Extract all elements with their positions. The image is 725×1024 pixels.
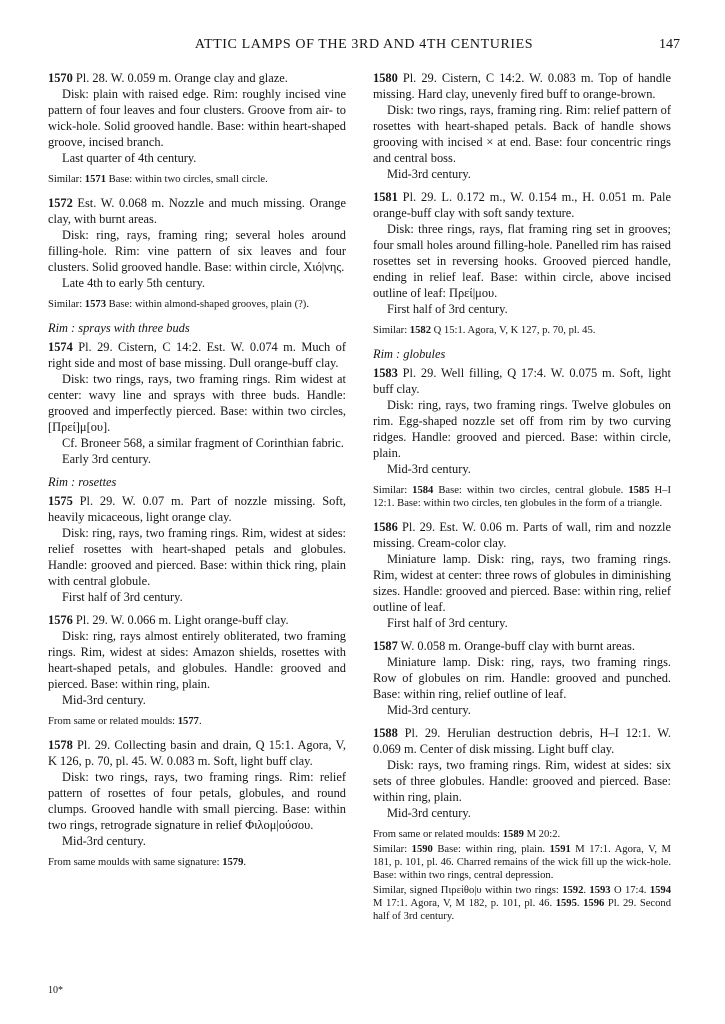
right-column [373, 70, 671, 932]
entry-description: Miniature lamp. Disk: ring, rays, two framing rings. Rim, widest at center: three rows of globules in diminishing sizes. Handle: grooved and pierced. Base: within ring, relief outline of leaf. [373, 552, 671, 614]
running-title: ATTIC LAMPS OF THE 3RD AND 4TH CENTURIES [194, 37, 534, 52]
signature-mark: 10* [48, 985, 63, 996]
left-column [48, 70, 346, 878]
entry-description: Disk: three rings, rays, flat framing ring set in grooves; four small holes around filling-hole. Panelled rim has raised rosettes set in reversing hooks. Grooved pierced handle, ending in relief leaf. Base: within circle, above incised outline of leaf: Πρεί|μου. [373, 222, 671, 300]
entry-date: Mid-3rd century. [387, 167, 471, 181]
catalogue-entry-1575 [48, 493, 346, 605]
entry-number: 1570 [48, 71, 73, 85]
entry-description: Disk: ring, rays almost entirely obliterated, two framing rings. Rim, widest at sides: Amazon shields, rosettes with heart-shaped petals, and globules. Handle: grooved and pierced. Base: within ring, plain. [48, 629, 346, 691]
mould-note: From same or related moulds: 1577. [48, 716, 202, 727]
catalogue-entry-1588 [373, 725, 671, 821]
entry-description: Disk: ring, rays, framing ring; several holes around filling-hole. Rim: vine pattern of six leaves and four clusters. Solid grooved handle. Base: within circle, Χιό|νης. [48, 228, 346, 274]
catalogue-entry-1572 [48, 195, 346, 291]
entry-number: 1580 [373, 71, 398, 85]
similar-note: Similar: 1571 Base: within two circles, small circle. [48, 174, 268, 185]
catalogue-entry-1587 [373, 638, 671, 718]
entry-number: 1586 [373, 520, 398, 534]
entry-heading: Pl. 29. W. 0.066 m. Light orange-buff clay. [72, 613, 289, 627]
entry-date: Mid-3rd century. [387, 806, 471, 820]
entry-description: Disk: ring, rays, two framing rings. Twelve globules on rim. Egg-shaped nozzle set off from rim by two curving ridges. Handle: grooved and pierced. Base: within circle, plain. [373, 398, 671, 460]
entry-date: Mid-3rd century. [62, 834, 146, 848]
entry-description: Disk: ring, rays, two framing rings. Rim, widest at sides: relief rosettes with heart-shaped petals and globules. Handle: grooved and pierced. Base: within thick ring, plain with central globule. [48, 526, 346, 588]
entry-description: Miniature lamp. Disk: ring, rays, two framing rings. Row of globules on rim. Handle: grooved and punched. Base: within ring, relief outline of leaf. [373, 655, 671, 701]
signed-similar-note: Similar, signed Πιρείθο|υ within two rings: 1592. 1593 O 17:4. 1594 M 17:1. Agora, V, M 182, p. 101, pl. 46. 1595. 1596 Pl. 29. Second half of 3rd century. [373, 885, 672, 922]
section-heading-rosettes: Rim : rosettes [48, 475, 117, 489]
entry-heading: Pl. 29. W. 0.07 m. Part of nozzle missing. Soft, heavily micaceous, light orange clay. [48, 494, 346, 524]
entry-heading: W. 0.058 m. Orange-buff clay with burnt areas. [397, 639, 635, 653]
entry-number: 1581 [373, 190, 398, 204]
similar-note: Similar: 1582 Q 15:1. Agora, V, K 127, p. 70, pl. 45. [373, 325, 596, 336]
similar-note: Similar: 1590 Base: within ring, plain. 1591 M 17:1. Agora, V, M 181, p. 101, pl. 46. Charred remains of the wick fill up the wick-hole. Base: within two rings, central depression. [373, 844, 671, 881]
entry-number: 1575 [48, 494, 73, 508]
entry-description: Disk: two rings, rays, two framing rings. Rim: relief pattern of rosettes of four petals, globules, and round clumps. Grooved handle with small piercing. Base: within two rings, retrograde signature in relief Φιλομ|ούσου. [48, 770, 346, 832]
catalogue-entry-1576 [48, 612, 346, 708]
entry-heading: Est. W. 0.068 m. Nozzle and much missing. Orange clay, with burnt areas. [48, 196, 346, 226]
similar-note: Similar: 1573 Base: within almond-shaped grooves, plain (?). [48, 299, 309, 310]
entry-heading: Pl. 29. Est. W. 0.06 m. Parts of wall, rim and nozzle missing. Cream-color clay. [373, 520, 671, 550]
entry-date: First half of 3rd century. [62, 590, 183, 604]
entry-comparison: Cf. Broneer 568, a similar fragment of Corinthian fabric. [62, 436, 344, 450]
entry-number: 1587 [373, 639, 398, 653]
entry-heading: Pl. 29. Cistern, C 14:2. W. 0.083 m. Top of handle missing. Hard clay, unevenly fired buff to orange-brown. [373, 71, 671, 101]
entry-number: 1588 [373, 726, 398, 740]
entry-number: 1583 [373, 366, 398, 380]
entry-date: Early 3rd century. [62, 452, 151, 466]
catalogue-entry-1581 [373, 189, 671, 317]
mould-note: From same moulds with same signature: 1579. [48, 857, 247, 868]
entry-number: 1576 [48, 613, 73, 627]
entry-description: Disk: rays, two framing rings. Rim, widest at sides: six sets of three globules. Handle: grooved and pierced. Base: within ring, plain. [373, 758, 671, 804]
entry-number: 1572 [48, 196, 73, 210]
entry-heading: Pl. 29. Collecting basin and drain, Q 15:1. Agora, V, K 126, p. 70, pl. 45. W. 0.083 m. Soft, light buff clay. [48, 738, 346, 768]
entry-date: First half of 3rd century. [387, 616, 508, 630]
page-number: 147 [659, 37, 680, 52]
similar-note: Similar: 1584 Base: within two circles, central globule. 1585 H–I 12:1. Base: within two circles, ten globules in the form of a triangle. [373, 485, 671, 509]
entry-heading: Pl. 29. Cistern, C 14:2. Est. W. 0.074 m. Much of right side and most of base missing. Dull orange-buff clay. [48, 340, 346, 370]
entry-date: First half of 3rd century. [387, 302, 508, 316]
catalogue-entry-1583 [373, 365, 671, 477]
entry-description: Disk: two rings, rays, two framing rings. Rim widest at center: wavy line and sprays with three buds. Handle: grooved and imperfectly pierced. Base: within two circles, [Πρεί]μ[ου]. [48, 372, 346, 434]
entry-date: Mid-3rd century. [387, 703, 471, 717]
entry-number: 1578 [48, 738, 73, 752]
entry-description: Disk: two rings, rays, framing ring. Rim: relief pattern of rosettes with heart-shaped petals. Back of handle shows grooving with incised × at end. Base: four concentric rings and central boss. [373, 103, 671, 165]
catalogue-entry-1580 [373, 70, 671, 182]
entry-heading: Pl. 29. L. 0.172 m., W. 0.154 m., H. 0.051 m. Pale orange-buff clay with soft sandy texture. [373, 190, 671, 220]
catalogue-entry-1570 [48, 70, 346, 166]
entry-date: Late 4th to early 5th century. [62, 276, 206, 290]
entry-description: Disk: plain with raised edge. Rim: roughly incised vine pattern of four leaves and four clusters. Groove from air- to wick-hole. Solid grooved handle. Base: within heart-shaped groove, incised branch. [48, 87, 346, 149]
entry-number: 1574 [48, 340, 73, 354]
entry-heading: Pl. 28. W. 0.059 m. Orange clay and glaze. [72, 71, 288, 85]
section-heading-globules: Rim : globules [373, 347, 446, 361]
entry-heading: Pl. 29. Well filling, Q 17:4. W. 0.075 m. Soft, light buff clay. [373, 366, 671, 396]
mould-note: From same or related moulds: 1589 M 20:2. [373, 829, 561, 840]
entry-heading: Pl. 29. Herulian destruction debris, H–I 12:1. W. 0.069 m. Center of disk missing. Light buff clay. [373, 726, 671, 756]
catalogue-entry-1586 [373, 519, 671, 631]
entry-date: Mid-3rd century. [62, 693, 146, 707]
catalogue-entry-1574 [48, 339, 346, 467]
entry-date: Last quarter of 4th century. [62, 151, 197, 165]
page-header [48, 24, 680, 52]
catalogue-entry-1578 [48, 737, 346, 849]
entry-date: Mid-3rd century. [387, 462, 471, 476]
section-heading-sprays: Rim : sprays with three buds [48, 321, 190, 335]
